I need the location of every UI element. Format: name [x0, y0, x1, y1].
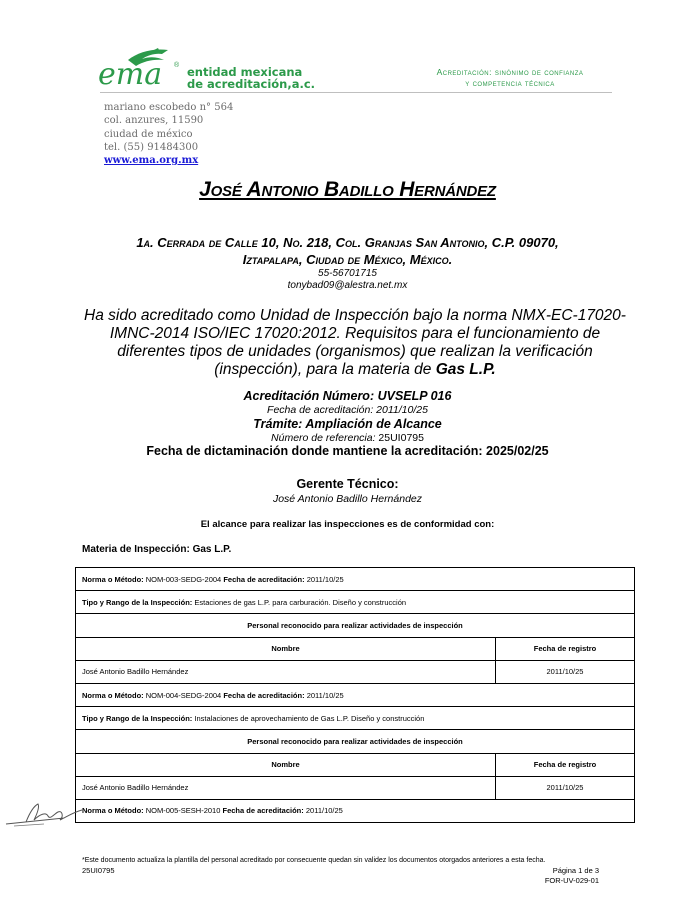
accreditation-number: Acreditación Número: UVSELP 016: [243, 389, 452, 403]
page-number: Página 1 de 3: [552, 866, 599, 875]
accreditation-details: [0, 389, 695, 459]
table-row: Personal reconocido para realizar actividades de inspección: [76, 614, 635, 637]
tagline: Acreditación: sinónimo de confianza y competencia técnica: [436, 67, 584, 88]
table-row: Tipo y Rango de la Inspección: Estaciones de gas L.P. para carburación. Diseño y construcción: [76, 591, 635, 614]
org-name: entidad mexicana de acreditación,a.c.: [187, 65, 316, 91]
table-row: Tipo y Rango de la Inspección: Instalaciones de aprovechamiento de Gas L.P. Diseño y construcción: [76, 707, 635, 730]
materia-label: Materia de Inspección: Gas L.P.: [82, 544, 232, 555]
technical-manager: Gerente Técnico: José Antonio Badillo Hernández: [0, 477, 695, 506]
statement-materia: Gas L.P.: [435, 361, 496, 378]
table-row: Norma o Método: NOM-005-SESH-2010 Fecha de acreditación: 2011/10/25: [76, 799, 635, 822]
tramite: Trámite: Ampliación de Alcance: [253, 416, 442, 431]
org-address: mariano escobedo n° 564 col. anzures, 11590 ciudad de méxico tel. (55) 91484300 www.ema.org.mx: [104, 102, 234, 167]
table-row: Nombre Fecha de registro: [76, 637, 635, 660]
logo-wordmark: ema: [98, 57, 163, 88]
header-divider: [100, 92, 612, 93]
signature: [4, 798, 84, 828]
dictamen-date: Fecha de dictaminación donde mantiene la acreditación: 2025/02/25: [146, 444, 549, 458]
table-row: Norma o Método: NOM-004-SEDG-2004 Fecha de acreditación: 2011/10/25: [76, 683, 635, 706]
accreditation-date: Fecha de acreditación: 2011/10/25: [267, 404, 428, 416]
page-info: [545, 866, 599, 885]
holder-email: tonybad09@alestra.net.mx: [287, 280, 408, 291]
footer-note: *Este documento actualiza la plantilla del personal acreditado por consecuente quedan sin validez los documentos otorgados anteriores a esta fecha.: [82, 857, 546, 864]
website-link[interactable]: www.ema.org.mx: [104, 155, 199, 167]
reference-number: Número de referencia: 25UI0795: [271, 431, 424, 444]
holder-contact: [0, 268, 695, 292]
table-row: José Antonio Badillo Hernández 2011/10/25: [76, 776, 635, 799]
holder-phone: 55-56701715: [318, 268, 377, 279]
table-row: José Antonio Badillo Hernández 2011/10/25: [76, 660, 635, 683]
form-code: FOR-UV-029-01: [544, 875, 599, 885]
table-row: Nombre Fecha de registro: [76, 753, 635, 776]
manager-name: José Antonio Badillo Hernández: [272, 492, 423, 505]
accreditation-statement: Ha sido acreditado como Unidad de Inspección bajo la norma NMX-EC-17020-IMNC-2014 ISO/IEC 17020:2012. Requisitos para el funcionamiento de diferentes tipos de unidades (organismos) que realizan la verificación (inspección), para la materia de Gas L.P.: [84, 307, 626, 378]
scope-intro: El alcance para realizar las inspecciones es de conformidad con:: [200, 519, 495, 530]
holder-address: 1a. Cerrada de Calle 10, No. 218, Col. Granjas San Antonio, C.P. 09070, Iztapalapa, Ciudad de México, México.: [136, 235, 559, 267]
registered-mark: ®: [174, 62, 180, 69]
table-row: Norma o Método: NOM-003-SEDG-2004 Fecha de acreditación: 2011/10/25: [76, 568, 635, 591]
table-row: Personal reconocido para realizar actividades de inspección: [76, 730, 635, 753]
holder-name: José Antonio Badillo Hernández: [199, 178, 496, 201]
document-code: 25UI0795: [82, 866, 115, 875]
scope-table: [75, 567, 635, 823]
